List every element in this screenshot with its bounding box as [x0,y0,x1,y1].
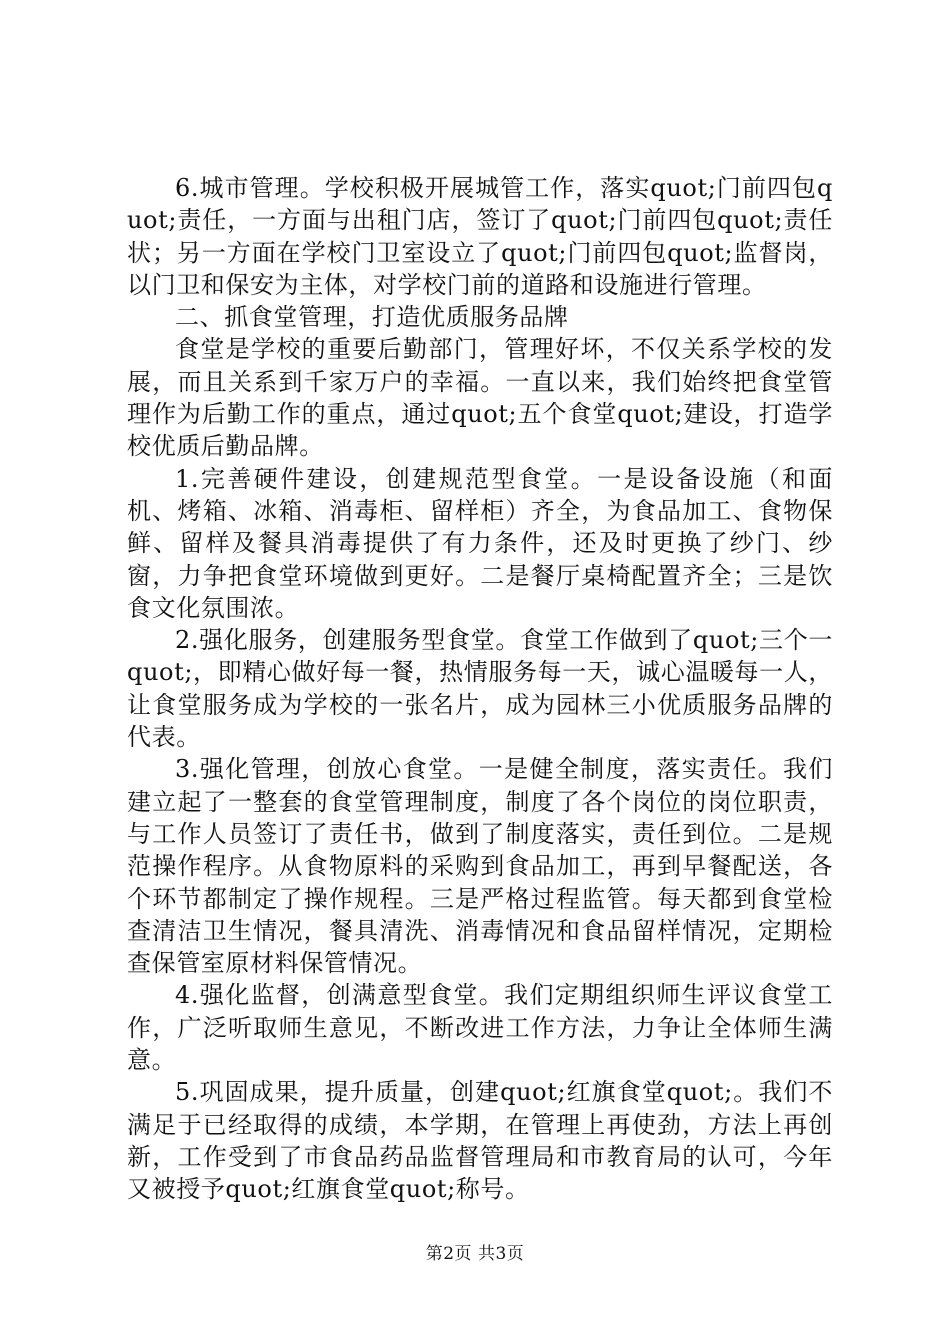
paragraph-hardware: 1.完善硬件建设，创建规范型食堂。一是设备设施（和面机、烤箱、冰箱、消毒柜、留样柜）齐全，为食品加工、食物保鲜、留样及餐具消毒提供了有力条件，还及时更换了纱门、纱窗，力争把食堂环境做到更好。二是餐厅桌椅配置齐全；三是饮食文化氛围浓。 [127,464,833,622]
document-body [127,172,833,1206]
paragraph-canteen-intro: 食堂是学校的重要后勤部门，管理好坏，不仅关系学校的发展，而且关系到千家万户的幸福。一直以来，我们始终把食堂管理作为后勤工作的重点，通过quot;五个食堂quot;建设，打造学校优质后勤品牌。 [127,335,833,461]
paragraph-service: 2.强化服务，创建服务型食堂。食堂工作做到了quot;三个一quot;，即精心做好每一餐，热情服务每一天，诚心温暖每一人，让食堂服务成为学校的一张名片，成为园林三小优质服务品牌的代表。 [127,626,833,752]
paragraph-supervision: 4.强化监督，创满意型食堂。我们定期组织师生评议食堂工作，广泛听取师生意见，不断改进工作方法，力争让全体师生满意。 [127,981,833,1075]
paragraph-management: 3.强化管理，创放心食堂。一是健全制度，落实责任。我们建立起了一整套的食堂管理制度，制度了各个岗位的岗位职责，与工作人员签订了责任书，做到了制度落实，责任到位。二是规范操作程序。从食物原料的采购到食品加工，再到早餐配送，各个环节都制定了操作规程。三是严格过程监管。每天都到食堂检查清洁卫生情况，餐具清洗、消毒情况和食品留样情况，定期检查保管室原材料保管情况。 [127,755,833,978]
paragraph-results: 5.巩固成果，提升质量，创建quot;红旗食堂quot;。我们不满足于已经取得的成绩，本学期，在管理上再使劲，方法上再创新，工作受到了市食品药品监督管理局和市教育局的认可，今年又被授予quot;红旗食堂quot;称号。 [127,1078,833,1204]
page-footer: 第2页 共3页 [425,1244,525,1264]
section-heading-canteen: 二、抓食堂管理，打造优质服务品牌 [175,303,569,332]
paragraph-city-management: 6.城市管理。学校积极开展城管工作，落实quot;门前四包quot;责任，一方面与出租门店，签订了quot;门前四包quot;责任状；另一方面在学校门卫室设立了quot;门前四包quot;监督岗，以门卫和保安为主体，对学校门前的道路和设施进行管理。 [127,174,833,299]
